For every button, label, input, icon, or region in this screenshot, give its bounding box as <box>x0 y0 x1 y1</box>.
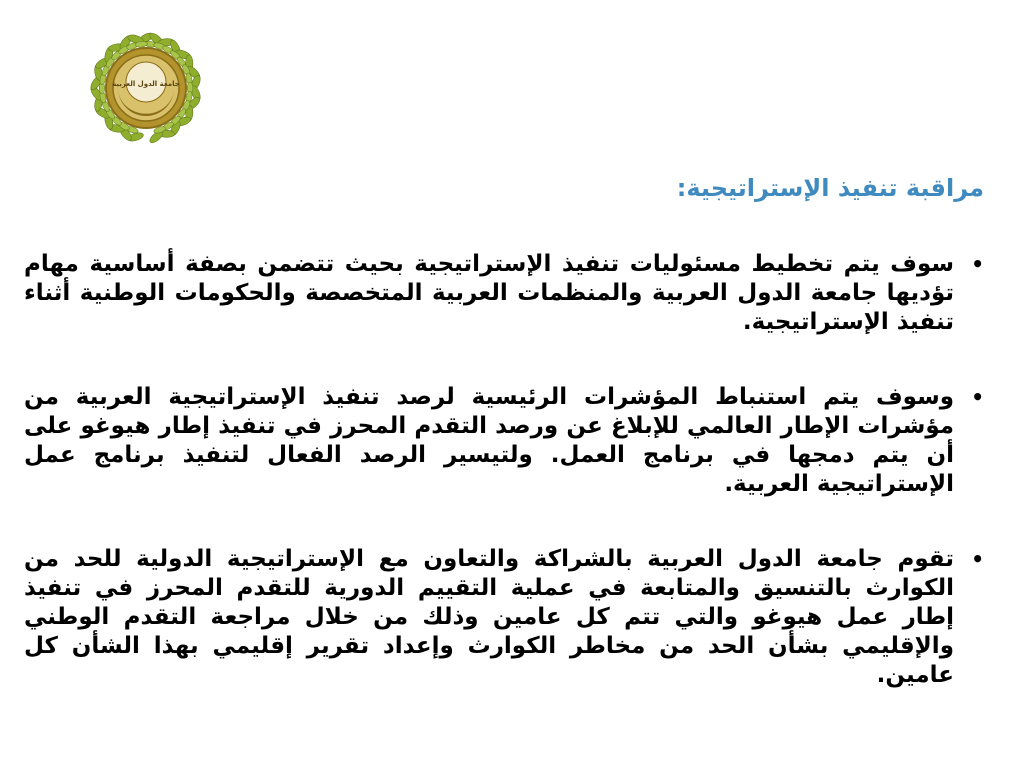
bullet-text: تقوم جامعة الدول العربية بالشراكة والتعاون مع الإستراتيجية الدولية للحد من الكوارث بالتنسيق والمتابعة في عملية التقييم الدورية للتقدم المحرز في تنفيذ إطار عمل هيوغو والتي تتم كل عامين وذلك من خلال مراجعة التقدم الوطني والإقليمي بشأن الحد من مخاطر الكوارث وإعداد تقرير إقليمي بهذا الشأن كل عامين. <box>24 546 954 688</box>
bullet-dot-icon: • <box>971 252 984 276</box>
bullet-dot-icon: • <box>971 547 984 571</box>
bullet-text: سوف يتم تخطيط مسئوليات تنفيذ الإستراتيجية بحيث تتضمن بصفة أساسية مهام تؤديها جامعة الدول العربية والمنظمات العربية المتخصصة والحكومات الوطنية أثناء تنفيذ الإستراتيجية. <box>24 251 954 335</box>
emblem-inscription: جامعة الدول العربية <box>112 80 180 88</box>
bullet-item-1 <box>24 250 984 337</box>
bullet-text: وسوف يتم استنباط المؤشرات الرئيسية لرصد تنفيذ الإستراتيجية العربية من مؤشرات الإطار العالمي للإبلاغ عن ورصد التقدم المحرز في تنفيذ إطار هيوغو على أن يتم دمجها في برنامج العمل. ولتيسير الرصد الفعال لتنفيذ برنامج عمل الإستراتيجية العربية. <box>24 384 954 497</box>
slide-title: مراقبة تنفيذ الإستراتيجية: <box>676 174 984 202</box>
bullet-list <box>24 250 984 736</box>
bullet-item-2 <box>24 383 984 499</box>
bullet-dot-icon: • <box>971 385 984 409</box>
arab-league-emblem-logo <box>84 26 208 150</box>
bullet-item-3 <box>24 545 984 690</box>
